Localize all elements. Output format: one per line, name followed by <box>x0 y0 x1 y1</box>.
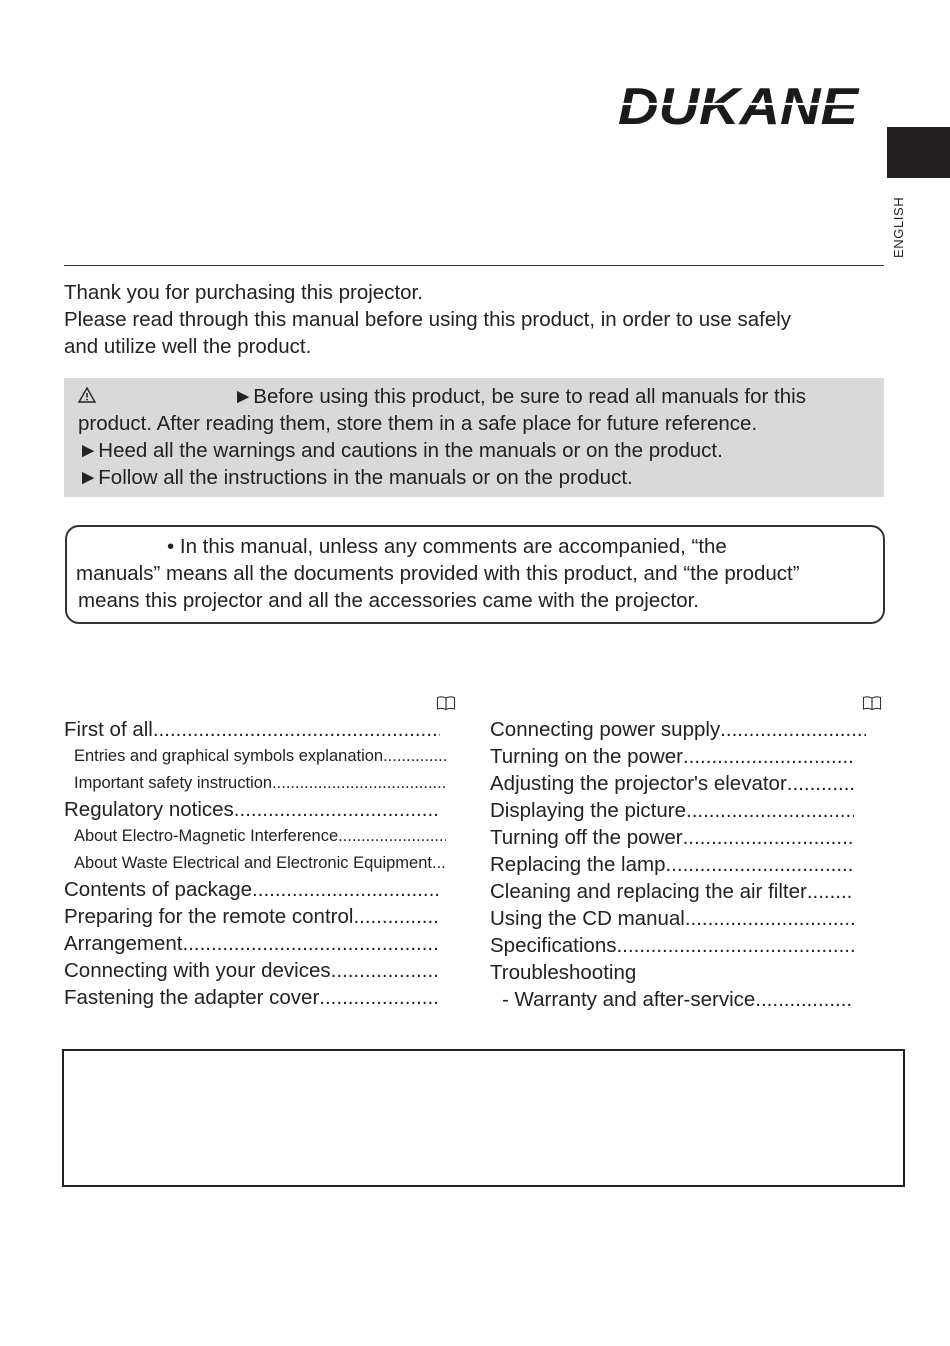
toc-entry[interactable] <box>490 959 866 986</box>
toc-entry[interactable] <box>490 743 854 770</box>
toc-entry[interactable] <box>490 770 854 797</box>
toc-leader-dots <box>685 905 854 932</box>
toc-entry-title: Arrangement <box>64 932 183 955</box>
toc-entry-title: Connecting with your devices <box>64 959 331 982</box>
toc-entry-title: Preparing for the remote control <box>64 905 354 928</box>
toc-entry[interactable] <box>64 957 440 984</box>
toc-entry-title: Contents of package <box>64 878 253 901</box>
toc-entry-title: Troubleshooting <box>490 961 637 984</box>
toc-entry-title: About Waste Electrical and Electronic Equipment <box>74 853 432 872</box>
toc-entry-title: Turning off the power <box>490 826 683 849</box>
toc-leader-dots <box>787 770 854 797</box>
toc-entry[interactable] <box>490 824 854 851</box>
toc-leader-dots <box>183 930 440 957</box>
toc-leader-dots <box>666 851 855 878</box>
toc-entry[interactable] <box>64 850 446 877</box>
toc-entry[interactable] <box>490 716 866 743</box>
toc-entry[interactable] <box>490 905 854 932</box>
toc-entry[interactable] <box>64 903 440 930</box>
book-icon <box>436 695 456 711</box>
toc-entry-title: Cleaning and replacing the air filter <box>490 880 807 903</box>
toc-leader-dots <box>252 876 440 903</box>
toc-leader-dots <box>353 903 440 930</box>
toc-entry-title: Adjusting the projector's elevator <box>490 772 787 795</box>
toc-leader-dots <box>432 850 446 877</box>
note-box <box>65 525 885 624</box>
toc-leader-dots <box>331 957 440 984</box>
intro-line: Please read through this manual before using this product, in order to use safely <box>64 308 792 331</box>
toc-entry-title: Fastening the adapter cover <box>64 986 320 1009</box>
toc-leader-dots <box>383 743 446 770</box>
dukane-logo <box>616 80 862 130</box>
toc-entry-title: Replacing the lamp <box>490 853 666 876</box>
toc-entry[interactable] <box>64 823 446 850</box>
intro-line: Thank you for purchasing this projector. <box>64 281 423 304</box>
toc-leader-dots <box>338 823 446 850</box>
toc-entry[interactable] <box>64 930 440 957</box>
toc-entry[interactable] <box>490 878 854 905</box>
logo-text: DUKANE <box>618 80 860 130</box>
toc-right <box>490 716 866 1013</box>
warning-line: product. After reading them, store them in a safe place for future reference. <box>78 412 758 435</box>
toc-entry-title: Turning on the power <box>490 745 683 768</box>
toc-leader-dots <box>319 984 440 1011</box>
intro-line: and utilize well the product. <box>64 335 312 358</box>
toc-entry-title: Entries and graphical symbols explanation <box>74 747 384 765</box>
toc-leader-dots <box>272 770 446 797</box>
warning-line: ►Follow all the instructions in the manuals or on the product. <box>78 466 633 489</box>
toc-entry-title: First of all <box>64 718 153 741</box>
toc-leader-dots <box>153 716 440 743</box>
toc-leader-dots <box>755 986 854 1013</box>
toc-leader-dots <box>234 796 440 823</box>
toc-entry-title: Regulatory notices <box>64 798 234 821</box>
warning-line: ►Heed all the warnings and cautions in the manuals or on the product. <box>78 439 723 462</box>
toc-entry[interactable] <box>64 876 440 903</box>
toc-entry-title: About Electro-Magnetic Interference <box>74 827 339 845</box>
toc-entry[interactable] <box>490 797 854 824</box>
toc-entry-title: Connecting power supply <box>490 718 721 741</box>
empty-frame-box <box>62 1049 905 1187</box>
toc-leader-dots <box>686 797 854 824</box>
toc-leader-dots <box>616 932 854 959</box>
warning-box <box>64 378 884 497</box>
warning-triangle-icon <box>78 386 96 404</box>
toc-leader-dots <box>683 824 854 851</box>
toc-entry[interactable] <box>490 932 854 959</box>
language-tab <box>887 127 950 178</box>
toc-leader-dots <box>720 716 866 743</box>
toc-entry-title: Important safety instruction <box>74 773 273 792</box>
language-label: ENGLISH <box>891 196 906 258</box>
header-rule <box>64 265 884 266</box>
toc-entry[interactable] <box>64 743 446 770</box>
toc-entry-title: Using the CD manual <box>490 907 685 930</box>
book-icon <box>862 695 882 711</box>
toc-leader-dots <box>683 743 854 770</box>
toc-entry[interactable] <box>490 986 854 1013</box>
note-line: manuals” means all the documents provided with this product, and “the product” <box>76 562 800 585</box>
toc-entry-title: - Warranty and after-service <box>502 988 756 1011</box>
toc-entry[interactable] <box>64 770 446 797</box>
toc-entry-title: Specifications <box>490 934 617 957</box>
warning-line: ►Before using this product, be sure to read all manuals for this <box>233 385 806 408</box>
toc-entry[interactable] <box>64 716 440 743</box>
toc-left <box>64 716 440 1011</box>
toc-entry[interactable] <box>64 984 440 1011</box>
note-line: means this projector and all the accessories came with the projector. <box>78 589 699 612</box>
intro-text <box>64 279 884 360</box>
note-line: • In this manual, unless any comments are accompanied, “the <box>167 535 727 558</box>
toc-leader-dots <box>807 878 854 905</box>
toc-entry[interactable] <box>490 851 854 878</box>
toc-entry[interactable] <box>64 796 440 823</box>
toc-entry-title: Displaying the picture <box>490 799 686 822</box>
